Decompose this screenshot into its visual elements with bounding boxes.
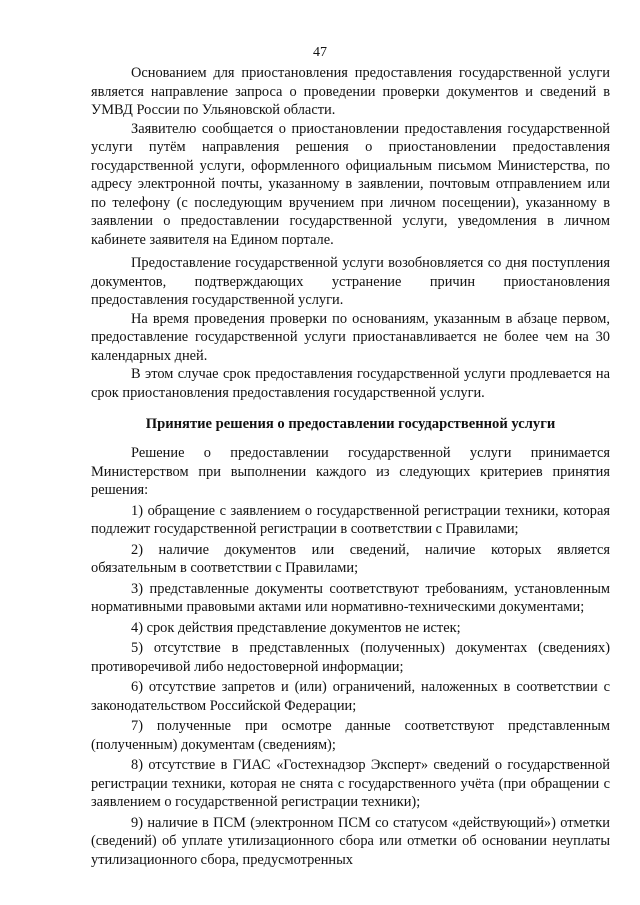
paragraph-resumption: Предоставление государственной услуги возобновляется со дня поступления документов, подтверждающих устранение причин приостановления предоставления государственной услуги. bbox=[91, 255, 610, 308]
criterion-item: 7) полученные при осмотре данные соответствуют представленным (полученным) документам (сведениям); bbox=[91, 718, 610, 753]
document-body bbox=[91, 64, 610, 869]
paragraph-suspension-grounds: Основанием для приостановления предоставления государственной услуги является направление запроса о проведении проверки документов и сведений в УМВД России по Ульяновской области. bbox=[91, 65, 610, 118]
criterion-item: 9) наличие в ПСМ (электронном ПСМ со статусом «действующий») отметки (сведений) об уплате утилизационного сбора или отметки об основании неуплаты утилизационного сбора, предусмотренных bbox=[91, 814, 610, 868]
criterion-item: 8) отсутствие в ГИАС «Гостехнадзор Эксперт» сведений о государственной регистрации техники, которая не снята с государственного учёта (при обращении с заявлением о государственной регистрации техники); bbox=[91, 757, 610, 810]
criterion-item: 4) срок действия представление документов не истек; bbox=[131, 619, 461, 636]
section-heading: Принятие решения о предоставлении государственной услуги bbox=[145, 416, 556, 432]
page-number: 47 bbox=[313, 45, 327, 60]
criterion-item: 6) отсутствие запретов и (или) ограничений, наложенных в соответствии с законодательством Российской Федерации; bbox=[91, 679, 610, 714]
criterion-item: 5) отсутствие в представленных (полученных) документах (сведениях) противоречивой либо недостоверной информации; bbox=[91, 640, 610, 675]
paragraph-check-period: На время проведения проверки по основаниям, указанным в абзаце первом, предоставление государственной услуги приостанавливается не более чем на 30 календарных дней. bbox=[91, 310, 610, 364]
criterion-item: 1) обращение с заявлением о государственной регистрации техники, которая подлежит государственной регистрации в соответствии с Правилами; bbox=[91, 502, 610, 537]
criterion-item: 2) наличие документов или сведений, наличие которых является обязательным в соответствии с Правилами; bbox=[91, 541, 610, 576]
paragraph-term-extension: В этом случае срок предоставления государственной услуги продлевается на срок приостановления предоставления государственной услуги. bbox=[91, 366, 610, 401]
paragraph-decision-intro: Решение о предоставлении государственной услуги принимается Министерством при выполнении каждого из следующих критериев принятия решения: bbox=[91, 445, 610, 498]
criterion-item: 3) представленные документы соответствуют требованиям, установленным нормативными правовыми актами или нормативно-техническими документами; bbox=[91, 580, 610, 615]
paragraph-applicant-notification: Заявителю сообщается о приостановлении предоставления государственной услуги путём направления решения о приостановлении предоставления государственной услуги, оформленного официальным письмом Министерства, по адресу электронной почты, указанному в заявлении, почтовым отправлением или по телефону (с последующим вручением при личном посещении), указанному в заявлении о предоставлении государственной услуги, уведомления в личном кабинете заявителя на Едином портале. bbox=[91, 120, 610, 248]
